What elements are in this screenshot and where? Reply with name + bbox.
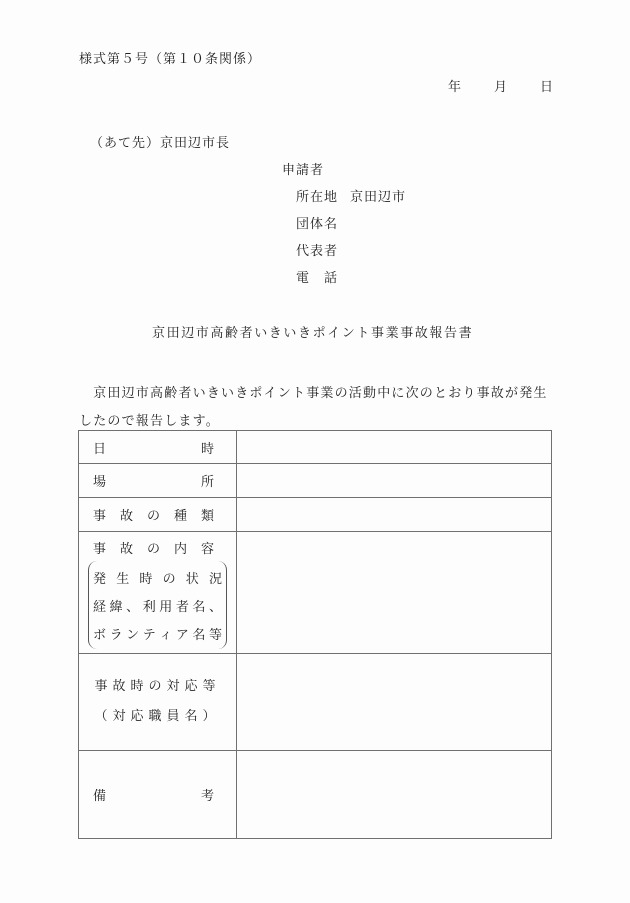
table-row-accident-details	[79, 532, 552, 654]
field-label: 電 話	[296, 271, 339, 286]
table-row-datetime	[79, 431, 552, 464]
remarks-value-cell[interactable]	[237, 751, 552, 839]
accident-type-value-cell[interactable]	[237, 498, 552, 532]
applicant-field-phone	[296, 272, 350, 285]
row-label: 事 故 の 種 類	[79, 498, 237, 532]
row-label: 事 故 の 内 容 発 生 時 の 状 況 経 緯 、 利 用 者 名 、 ボ ラ ン テ ィ ア 名 等	[79, 532, 237, 654]
form-number: 様式第５号（第１０条関係）	[79, 52, 262, 67]
table-row-location	[79, 464, 552, 498]
field-value: 京田辺市	[350, 190, 407, 205]
row-label: 備 考	[79, 751, 237, 839]
document-title: 京田辺市高齢者いきいきポイント事業事故報告書	[152, 326, 474, 341]
applicant-field-organization	[296, 218, 350, 231]
location-value-cell[interactable]	[237, 464, 552, 498]
table-row-response	[79, 654, 552, 751]
field-label: 団体名	[296, 217, 339, 232]
accident-details-value-cell[interactable]	[237, 532, 552, 654]
table-row-accident-type	[79, 498, 552, 532]
note-line: 発 生 時 の 状 況	[93, 571, 222, 587]
note-line: ボ ラ ン テ ィ ア 名 等	[93, 627, 222, 643]
details-note-bracket	[88, 561, 227, 649]
response-value-cell[interactable]	[237, 654, 552, 751]
applicant-heading: 申請者	[282, 163, 325, 178]
note-line: 経 緯 、 利 用 者 名 、	[93, 599, 222, 615]
field-label: 所在地	[296, 190, 339, 205]
datetime-value-cell[interactable]	[237, 431, 552, 464]
table-row-remarks	[79, 751, 552, 839]
date-month: 月	[494, 80, 508, 95]
field-label: 代表者	[296, 244, 339, 259]
row-label: 場 所	[79, 464, 237, 498]
body-text: 京田辺市高齢者いきいきポイント事業の活動中に次のとおり事故が発生したので報告します。	[79, 386, 548, 429]
addressee: （あて先）京田辺市長	[90, 136, 231, 151]
date-year: 年	[448, 80, 462, 95]
applicant-field-representative	[296, 245, 350, 258]
row-label: 日 時	[79, 431, 237, 464]
row-label: 事故時の対応等 （対応職員名）	[79, 654, 237, 751]
report-table	[78, 430, 552, 839]
date-day: 日	[540, 80, 554, 95]
applicant-field-address	[296, 191, 406, 204]
